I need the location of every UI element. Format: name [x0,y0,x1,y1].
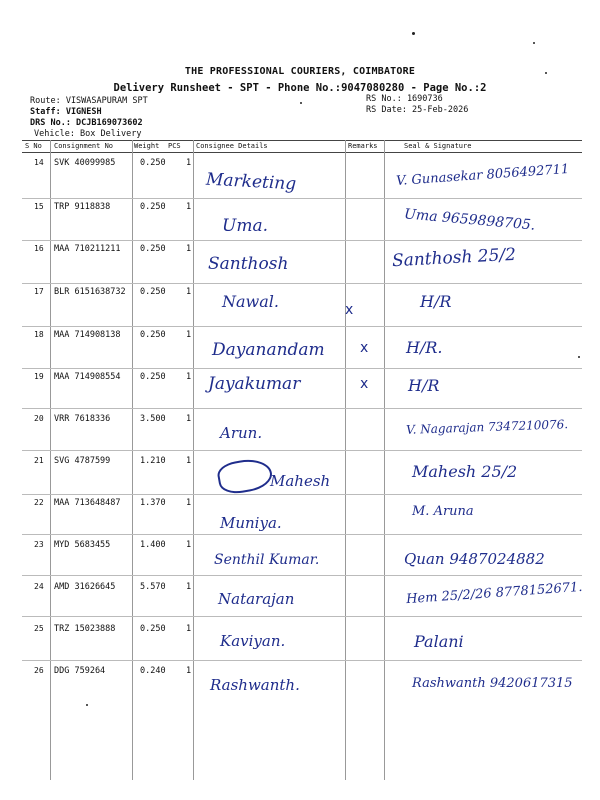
col-sno: S No [25,142,42,150]
row-weight: 3.500 [140,414,166,424]
row-pcs: 1 [186,498,192,508]
row-consignment: DDG 759264 [54,666,106,676]
scan-speck [86,704,88,706]
route-label: Route: VISWASAPURAM SPT [30,96,148,106]
row-consignee: Uma. [222,216,268,236]
divider-sno [50,140,51,780]
row-sno: 26 [34,666,44,675]
row-signature: Santhosh 25/2 [391,244,517,272]
row-divider [22,494,582,495]
row-consignment: SVG 4787599 [54,456,111,466]
remark-cross-mark: x [360,376,369,392]
rs-date: RS Date: 25-Feb-2026 [366,105,469,115]
row-sno: 21 [34,456,44,465]
row-consignee: Mahesh [270,472,331,490]
row-consignment: VRR 7618336 [54,414,111,424]
divider-remarks [384,140,385,780]
row-weight: 5.570 [140,582,166,592]
row-sno: 24 [34,582,44,591]
row-consignee: Nawal. [222,292,279,311]
row-consignment: MAA 714908554 [54,372,121,382]
row-pcs: 1 [186,582,192,592]
row-divider [22,575,582,576]
row-consignee: Arun. [220,424,263,442]
row-divider [22,408,582,409]
row-signature: Rashwanth 9420617315 [412,676,573,691]
row-pcs: 1 [186,624,192,634]
drs-number: DRS No.: DCJB169073602 [30,118,143,128]
row-sno: 16 [34,244,44,253]
row-weight: 0.250 [140,244,166,254]
row-signature: M. Aruna [412,504,474,519]
row-pcs: 1 [186,414,192,424]
row-weight: 0.250 [140,287,166,297]
row-signature: Quan 9487024882 [404,550,545,568]
scribble-mark [216,456,275,497]
row-signature: V. Nagarajan 7347210076. [405,417,569,437]
row-signature: Uma 9659898705. [403,206,536,234]
row-weight: 0.250 [140,624,166,634]
row-signature: Hem 25/2/26 8778152671. [405,579,583,608]
divider-consignment [132,140,133,780]
row-consignment: MYD 5683455 [54,540,111,550]
row-sno: 20 [34,414,44,423]
row-pcs: 1 [186,287,192,297]
row-sno: 23 [34,540,44,549]
row-consignee: Dayanandam [212,340,325,360]
remark-cross-mark: x [345,302,354,318]
row-consignment: TRP 9118838 [54,202,111,212]
scan-speck [300,102,302,104]
row-divider [22,660,582,661]
row-consignee: Rashwanth. [210,676,300,694]
row-weight: 0.250 [140,330,166,340]
row-consignee: Jayakumar [208,374,301,394]
row-pcs: 1 [186,244,192,254]
row-consignment: SVK 40099985 [54,158,116,168]
row-consignee: Senthil Kumar. [214,552,320,568]
row-pcs: 1 [186,456,192,466]
row-pcs: 1 [186,202,192,212]
row-consignee: Marketing [205,169,297,195]
row-weight: 0.250 [140,158,166,168]
row-signature: Palani [414,632,464,651]
row-consignee: Kaviyan. [220,632,286,650]
row-signature: H/R [420,292,452,311]
row-weight: 1.400 [140,540,166,550]
row-sno: 25 [34,624,44,633]
scan-speck [545,72,547,74]
row-weight: 0.250 [140,202,166,212]
company-name: THE PROFESSIONAL COURIERS, COIMBATORE [184,66,416,77]
row-consignment: MAA 713648487 [54,498,121,508]
rs-number: RS No.: 1690736 [366,94,443,104]
col-pcs: PCS [168,142,181,150]
row-divider [22,450,582,451]
row-divider [22,240,582,241]
row-sno: 14 [34,158,44,167]
row-consignment: AMD 31626645 [54,582,116,592]
divider-pcs [193,140,194,780]
row-weight: 0.250 [140,372,166,382]
row-consignment: MAA 710211211 [54,244,121,254]
row-signature: H/R. [406,338,443,357]
scan-speck [578,356,580,358]
row-consignee: Santhosh [208,254,289,274]
col-seal: Seal & Signature [404,142,472,150]
col-weight: Weight [134,142,160,150]
scan-speck [533,42,535,44]
row-pcs: 1 [186,540,192,550]
remark-cross-mark: x [360,340,369,356]
row-signature: H/R [408,376,440,395]
row-weight: 1.370 [140,498,166,508]
row-divider [22,198,582,199]
row-weight: 1.210 [140,456,166,466]
col-remarks: Remarks [348,142,378,150]
row-consignee: Muniya. [220,514,282,532]
row-sno: 17 [34,287,44,296]
row-sno: 18 [34,330,44,339]
row-pcs: 1 [186,330,192,340]
row-divider [22,534,582,535]
row-consignment: BLR 6151638732 [54,287,126,297]
row-divider [22,616,582,617]
row-consignment: TRZ 15023888 [54,624,116,634]
row-signature: V. Gunasekar 8056492711 [395,161,570,190]
row-sno: 22 [34,498,44,507]
row-pcs: 1 [186,158,192,168]
header-bottom-rule [22,152,582,153]
row-sno: 15 [34,202,44,211]
col-consignee: Consignee Details [196,142,268,150]
row-weight: 0.240 [140,666,166,676]
row-pcs: 1 [186,666,192,676]
header-top-rule [22,140,582,141]
row-sno: 19 [34,372,44,381]
staff-label: Staff: VIGNESH [30,107,102,117]
row-divider [22,326,582,327]
row-pcs: 1 [186,372,192,382]
scan-speck [412,32,415,35]
runsheet-title: Delivery Runsheet - SPT - Phone No.:9047080280 - Page No.:2 [113,82,487,94]
row-divider [22,283,582,284]
divider-consignee [345,140,346,780]
row-divider [22,368,582,369]
row-signature: Mahesh 25/2 [412,462,518,481]
row-consignment: MAA 714908138 [54,330,121,340]
row-consignee: Natarajan [218,590,295,608]
vehicle-label: Vehicle: Box Delivery [34,129,142,139]
col-consignment: Consignment No [54,142,114,150]
